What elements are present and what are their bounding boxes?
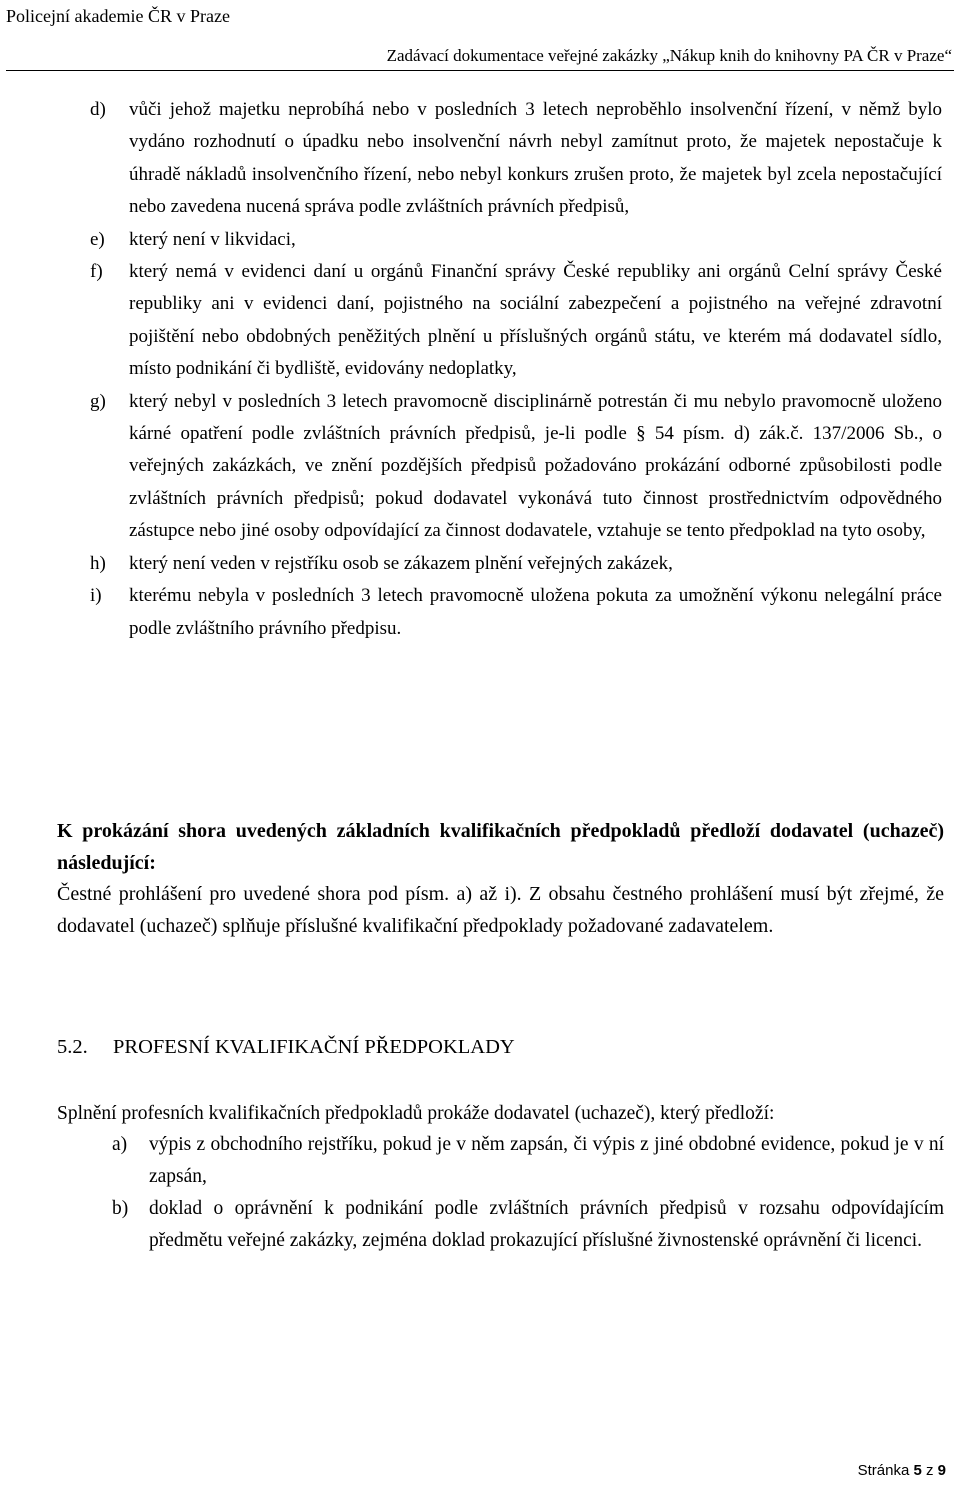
qualification-proof-block xyxy=(57,816,944,942)
list-item-marker: d) xyxy=(90,99,106,120)
requirements-list xyxy=(90,94,942,645)
list-item xyxy=(112,1193,944,1257)
professional-requirements-list xyxy=(112,1129,944,1257)
section-number: 5.2. xyxy=(57,1036,88,1058)
list-item-marker: h) xyxy=(90,552,106,574)
header-divider xyxy=(6,70,954,71)
list-item-text: výpis z obchodního rejstříku, pokud je v něm zapsán, či výpis z jiné obdobné evidence, pokud je v ní zapsán, xyxy=(149,1134,944,1187)
list-item-marker: a) xyxy=(112,1134,128,1155)
qualification-heading: K prokázání shora uvedených základních kvalifikačních předpokladů předloží dodavatel (uchazeč) následující: xyxy=(57,820,944,874)
total-pages: 9 xyxy=(937,1462,946,1479)
list-item-marker: e) xyxy=(90,228,105,250)
list-item-text: vůči jehož majetku neprobíhá nebo v posledních 3 letech neproběhlo insolvenční řízení, v němž bylo vydáno rozhodnutí o úpadku nebo insolvenční návrh nebyl zamítnut proto, že majetek nepostačuje k úhradě nákladů insolvenčního řízení, nebo nebyl konkurs zrušen proto, že majetek byl zcela nepostačující nebo zavedena nucená správa podle zvláštních právních předpisů, xyxy=(129,99,942,218)
header-organization: Policejní akademie ČR v Praze xyxy=(6,6,230,26)
list-item-marker: f) xyxy=(90,261,103,283)
list-item xyxy=(90,548,942,580)
list-item-text: kterému nebyla v posledních 3 letech pravomocně uložena pokuta za umožnění výkonu nelegální práce podle zvláštního právního předpisu. xyxy=(129,585,942,639)
list-item-text: který nebyl v posledních 3 letech pravomocně disciplinárně potrestán či mu nebylo pravomocně uloženo kárné opatření podle zvláštních právních předpisů, je-li podle § 54 písm. d) zák.č. 137/2006 Sb., o veřejných zakázkách, ve znění pozdějších předpisů požadováno prokázání odborné způsobilosti podle zvláštních právních předpisů; pokud dodavatel vykonává tuto činnost prostřednictvím odpovědného zástupce nebo jiné osoby odpovídající za činnost dodavatele, vztahuje se tento předpoklad na tyto osoby, xyxy=(129,390,942,542)
list-item-marker: b) xyxy=(112,1198,129,1219)
list-item xyxy=(90,256,942,386)
header-document-title: Zadávací dokumentace veřejné zakázky „Nákup knih do knihovny PA ČR v Praze“ xyxy=(386,46,952,65)
qualification-body: Čestné prohlášení pro uvedené shora pod písm. a) až i). Z obsahu čestného prohlášení musí být zřejmé, že dodavatel (uchazeč) splňuje příslušné kvalifikační předpoklady požadované zadavatelem. xyxy=(57,883,944,937)
list-item xyxy=(90,94,942,224)
list-item-marker: i) xyxy=(90,585,102,607)
list-item-text: který není veden v rejstříku osob se zákazem plnění veřejných zakázek, xyxy=(129,552,673,574)
page-label: Stránka xyxy=(857,1462,910,1479)
list-item xyxy=(90,580,942,645)
page-footer xyxy=(858,1462,946,1479)
list-item xyxy=(112,1129,944,1193)
list-item-text: doklad o oprávnění k podnikání podle zvláštních právních předpisů v rozsahu odpovídajícím předmětu veřejné zakázky, zejména doklad prokazující příslušné živnostenské oprávnění či licenci. xyxy=(149,1198,944,1251)
list-item-marker: g) xyxy=(90,390,106,412)
page-of-label: z xyxy=(925,1462,934,1479)
list-item-text: který nemá v evidenci daní u orgánů Finanční správy České republiky ani orgánů Celní správy České republiky ani v evidenci daní, pojistného na sociální zabezpečení a pojistného na veřejné zdravotní pojištění nebo obdobných peněžitých plnění u příslušných orgánů státu, ve kterém má dodavatel sídlo, místo podnikání či bydliště, evidovány nedoplatky, xyxy=(129,261,942,380)
list-item xyxy=(90,224,942,256)
list-item xyxy=(90,386,942,548)
current-page: 5 xyxy=(913,1462,922,1479)
section-heading xyxy=(57,1036,515,1059)
section-intro: Splnění profesních kvalifikačních předpokladů prokáže dodavatel (uchazeč), který předloží: xyxy=(57,1103,775,1124)
list-item-text: který není v likvidaci, xyxy=(129,228,296,250)
section-title: PROFESNÍ KVALIFIKAČNÍ PŘEDPOKLADY xyxy=(113,1036,515,1058)
